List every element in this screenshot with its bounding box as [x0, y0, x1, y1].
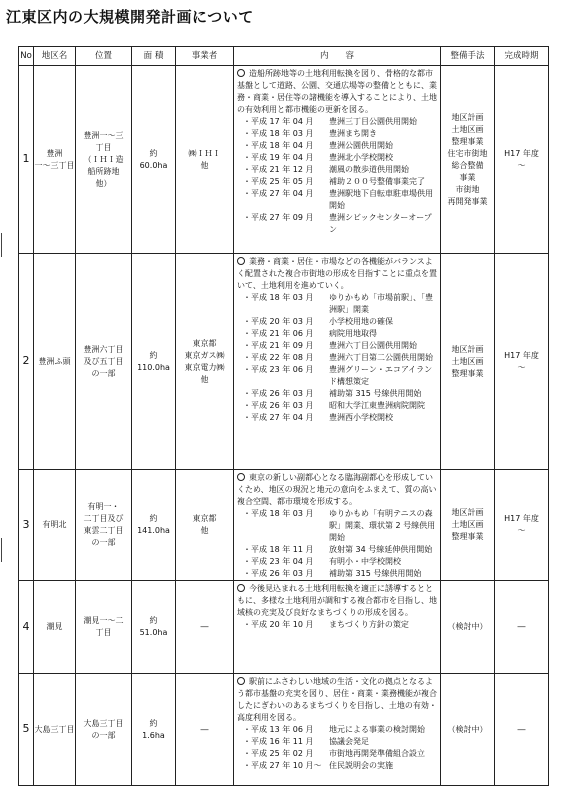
history-entry — [237, 292, 438, 316]
history-date: ・平成 25 年 02 月 — [243, 749, 314, 758]
history-entry — [237, 352, 438, 364]
history-date: ・平成 27 年 10 月〜 — [243, 761, 322, 770]
history-entry — [237, 556, 438, 568]
history-entry — [237, 748, 438, 760]
table-row — [19, 581, 549, 674]
operator: 東京都 他 — [176, 470, 234, 581]
history-date: ・平成 20 年 03 月 — [243, 317, 314, 326]
development-method: （検討中） — [441, 674, 495, 786]
history-text: ゆりかもめ「市場前駅」、「豊洲駅」開業 — [329, 293, 433, 314]
development-method: 地区計画 土地区画 整理事業 住宅市街地 総合整備 事業 市街地 再開発事業 — [441, 66, 495, 254]
completion-period: H17 年度 〜 — [495, 66, 549, 254]
history-entry — [237, 619, 438, 631]
district-name: 潮見 — [34, 581, 76, 674]
history-text: 補助第 315 号線供用開始 — [329, 569, 422, 578]
table-header-row — [19, 47, 549, 66]
district-name: 豊洲 一〜三丁目 — [34, 66, 76, 254]
location: 潮見一〜二 丁目 — [76, 581, 132, 674]
history-date: ・平成 18 年 03 月 — [243, 509, 314, 518]
history-date: ・平成 27 年 04 月 — [243, 189, 314, 198]
history-date: ・平成 20 年 10 月 — [243, 620, 314, 629]
content-summary — [237, 676, 438, 724]
history-date: ・平成 26 年 03 月 — [243, 389, 314, 398]
completion-period: H17 年度 〜 — [495, 470, 549, 581]
table-row — [19, 254, 549, 470]
summary-text: 東京の新しい副都心となる臨海副都心を形成していくため、地区の現況と地元の意向をふまえて、質の高い複合空間、都市環境を形成する。 — [237, 473, 437, 506]
history-text: 豊洲三丁目公園供用開始 — [329, 117, 417, 126]
area: 約 51.0ha — [132, 581, 176, 674]
header-operator: 事業者 — [176, 47, 234, 66]
history-entry — [237, 400, 438, 412]
history-text: 豊洲西小学校開校 — [329, 413, 393, 422]
history-date: ・平成 27 年 04 月 — [243, 413, 314, 422]
history-date: ・平成 18 年 11 月 — [243, 545, 314, 554]
area: 約 141.0ha — [132, 470, 176, 581]
history-date: ・平成 18 年 04 月 — [243, 141, 314, 150]
content-summary — [237, 583, 438, 619]
history-date: ・平成 27 年 09 月 — [243, 213, 314, 222]
completion-period: H17 年度 〜 — [495, 254, 549, 470]
history-date: ・平成 21 年 12 月 — [243, 165, 314, 174]
development-method: （検討中） — [441, 581, 495, 674]
location: 有明一・ 二丁目及び 東雲二丁目 の一部 — [76, 470, 132, 581]
content-cell — [234, 581, 441, 674]
content-summary — [237, 472, 438, 508]
table-body — [19, 66, 549, 786]
history-date: ・平成 26 年 03 月 — [243, 401, 314, 410]
content-cell — [234, 470, 441, 581]
header-area: 面 積 — [132, 47, 176, 66]
circle-bullet-icon — [237, 473, 245, 481]
table-row — [19, 470, 549, 581]
summary-text: 駅前にふさわしい地域の生活・文化の拠点となるよう都市基盤の充実を図り、居住・商業・業務機能が複合したにぎわいのあるまちづくりを目指し、土地の有効・高度利用を図る。 — [237, 677, 437, 722]
district-name: 大島三丁目 — [34, 674, 76, 786]
history-date: ・平成 23 年 06 月 — [243, 365, 314, 374]
history-entry — [237, 364, 438, 388]
history-entry — [237, 412, 438, 424]
history-entry — [237, 760, 438, 772]
history-entry — [237, 164, 438, 176]
row-number: 4 — [19, 581, 34, 674]
area: 約 1.6ha — [132, 674, 176, 786]
history-entry — [237, 328, 438, 340]
history-date: ・平成 22 年 08 月 — [243, 353, 314, 362]
history-entry — [237, 128, 438, 140]
table-row — [19, 66, 549, 254]
row-number: 2 — [19, 254, 34, 470]
header-no: No — [19, 47, 34, 66]
history-text: 豊洲六丁目公園供用開始 — [329, 341, 417, 350]
history-date: ・平成 16 年 11 月 — [243, 737, 314, 746]
operator: ― — [176, 674, 234, 786]
history-date: ・平成 19 年 04 月 — [243, 153, 314, 162]
history-text: 地元による事業の検討開始 — [329, 725, 425, 734]
history-entry — [237, 316, 438, 328]
content-cell — [234, 674, 441, 786]
history-date: ・平成 23 年 04 月 — [243, 557, 314, 566]
history-entry — [237, 140, 438, 152]
history-text: ゆりかもめ「有明テニスの森駅」開業、環状第 2 号線供用開始 — [329, 509, 436, 542]
history-entry — [237, 724, 438, 736]
summary-text: 今後見込まれる土地利用転換を適正に誘導するとともに、多様な土地利用が調和する複合都市を目指し、地域核の充実及び良好なまちづくりの形成を図る。 — [237, 584, 437, 617]
history-text: 潮風の散歩道供用開始 — [329, 165, 409, 174]
history-text: 協議会発足 — [329, 737, 369, 746]
history-entry — [237, 508, 438, 544]
development-method: 地区計画 土地区画 整理事業 — [441, 254, 495, 470]
history-entry — [237, 116, 438, 128]
summary-text: 業務・商業・居住・市場などの各機能がバランスよく配置された複合市街地の形成を目指すことに重点を置いて、土地利用を進めていく。 — [237, 257, 437, 290]
history-text: 豊洲北小学校開校 — [329, 153, 393, 162]
history-text: 豊洲まち開き — [329, 129, 377, 138]
history-date: ・平成 17 年 04 月 — [243, 117, 314, 126]
history-text: 有明小・中学校開校 — [329, 557, 401, 566]
area: 約 60.0ha — [132, 66, 176, 254]
history-text: 豊洲六丁目第二公園供用開始 — [329, 353, 433, 362]
circle-bullet-icon — [237, 677, 245, 685]
history-text: 住民説明会の実施 — [329, 761, 393, 770]
completion-period: ― — [495, 581, 549, 674]
history-text: 豊洲シビックセンターオープン — [329, 213, 432, 234]
location: 豊洲六丁目 及び五丁目 の一部 — [76, 254, 132, 470]
history-text: 小学校用地の確保 — [329, 317, 393, 326]
row-number: 3 — [19, 470, 34, 581]
history-text: 補助第 315 号線供用開始 — [329, 389, 422, 398]
header-location: 位置 — [76, 47, 132, 66]
circle-bullet-icon — [237, 69, 245, 77]
history-date: ・平成 18 年 03 月 — [243, 293, 314, 302]
history-text: 病院用地取得 — [329, 329, 377, 338]
history-entry — [237, 736, 438, 748]
district-name: 豊洲ふ頭 — [34, 254, 76, 470]
operator: ㈱ＩＨＩ 他 — [176, 66, 234, 254]
table-row — [19, 674, 549, 786]
history-text: 昭和大学江東豊洲病院開院 — [329, 401, 425, 410]
row-number: 5 — [19, 674, 34, 786]
content-cell — [234, 254, 441, 470]
operator: ― — [176, 581, 234, 674]
header-content: 内 容 — [234, 47, 441, 66]
summary-text: 造船所跡地等の土地利用転換を図り、骨格的な都市基盤として道路、公園、交通広場等の整備とともに、業務・商業・居住等の諸機能を導入することにより、土地の有効利用と都市機能の更新を図る。 — [237, 69, 437, 114]
district-name: 有明北 — [34, 470, 76, 581]
history-entry — [237, 388, 438, 400]
page-title: 江東区内の大規模開発計画について — [6, 8, 254, 26]
history-date: ・平成 26 年 03 月 — [243, 569, 314, 578]
margin-mark — [1, 233, 2, 257]
development-plan-table — [18, 46, 549, 786]
development-method: 地区計画 土地区画 整理事業 — [441, 470, 495, 581]
header-method: 整備手法 — [441, 47, 495, 66]
history-text: 補助２００号整備事業完了 — [329, 177, 425, 186]
history-date: ・平成 25 年 05 月 — [243, 177, 314, 186]
history-text: 放射第 34 号線延伸供用開始 — [329, 545, 433, 554]
history-entry — [237, 340, 438, 352]
history-text: まちづくり方針の策定 — [329, 620, 409, 629]
completion-period: ― — [495, 674, 549, 786]
operator: 東京都 東京ガス㈱ 東京電力㈱ 他 — [176, 254, 234, 470]
row-number: 1 — [19, 66, 34, 254]
header-completion: 完成時期 — [495, 47, 549, 66]
history-entry — [237, 212, 438, 236]
content-summary — [237, 68, 438, 116]
history-entry — [237, 544, 438, 556]
area: 約 110.0ha — [132, 254, 176, 470]
history-text: 豊洲公園供用開始 — [329, 141, 393, 150]
margin-mark — [1, 538, 2, 562]
history-entry — [237, 176, 438, 188]
history-entry — [237, 568, 438, 580]
content-summary — [237, 256, 438, 292]
circle-bullet-icon — [237, 584, 245, 592]
history-date: ・平成 21 年 09 月 — [243, 341, 314, 350]
history-text: 豊洲グリーン・エコアイランド構想策定 — [329, 365, 433, 386]
content-cell — [234, 66, 441, 254]
history-entry — [237, 188, 438, 212]
location: 大島三丁目 の一部 — [76, 674, 132, 786]
header-district: 地区名 — [34, 47, 76, 66]
location: 豊洲一〜三 丁目 （ＩＨＩ造 船所跡地 他） — [76, 66, 132, 254]
history-text: 豊洲駅地下自転車駐車場供用開始 — [329, 189, 433, 210]
history-date: ・平成 21 年 06 月 — [243, 329, 314, 338]
history-text: 市街地再開発準備組合設立 — [329, 749, 425, 758]
history-entry — [237, 152, 438, 164]
circle-bullet-icon — [237, 257, 245, 265]
history-date: ・平成 18 年 03 月 — [243, 129, 314, 138]
history-date: ・平成 13 年 06 月 — [243, 725, 314, 734]
